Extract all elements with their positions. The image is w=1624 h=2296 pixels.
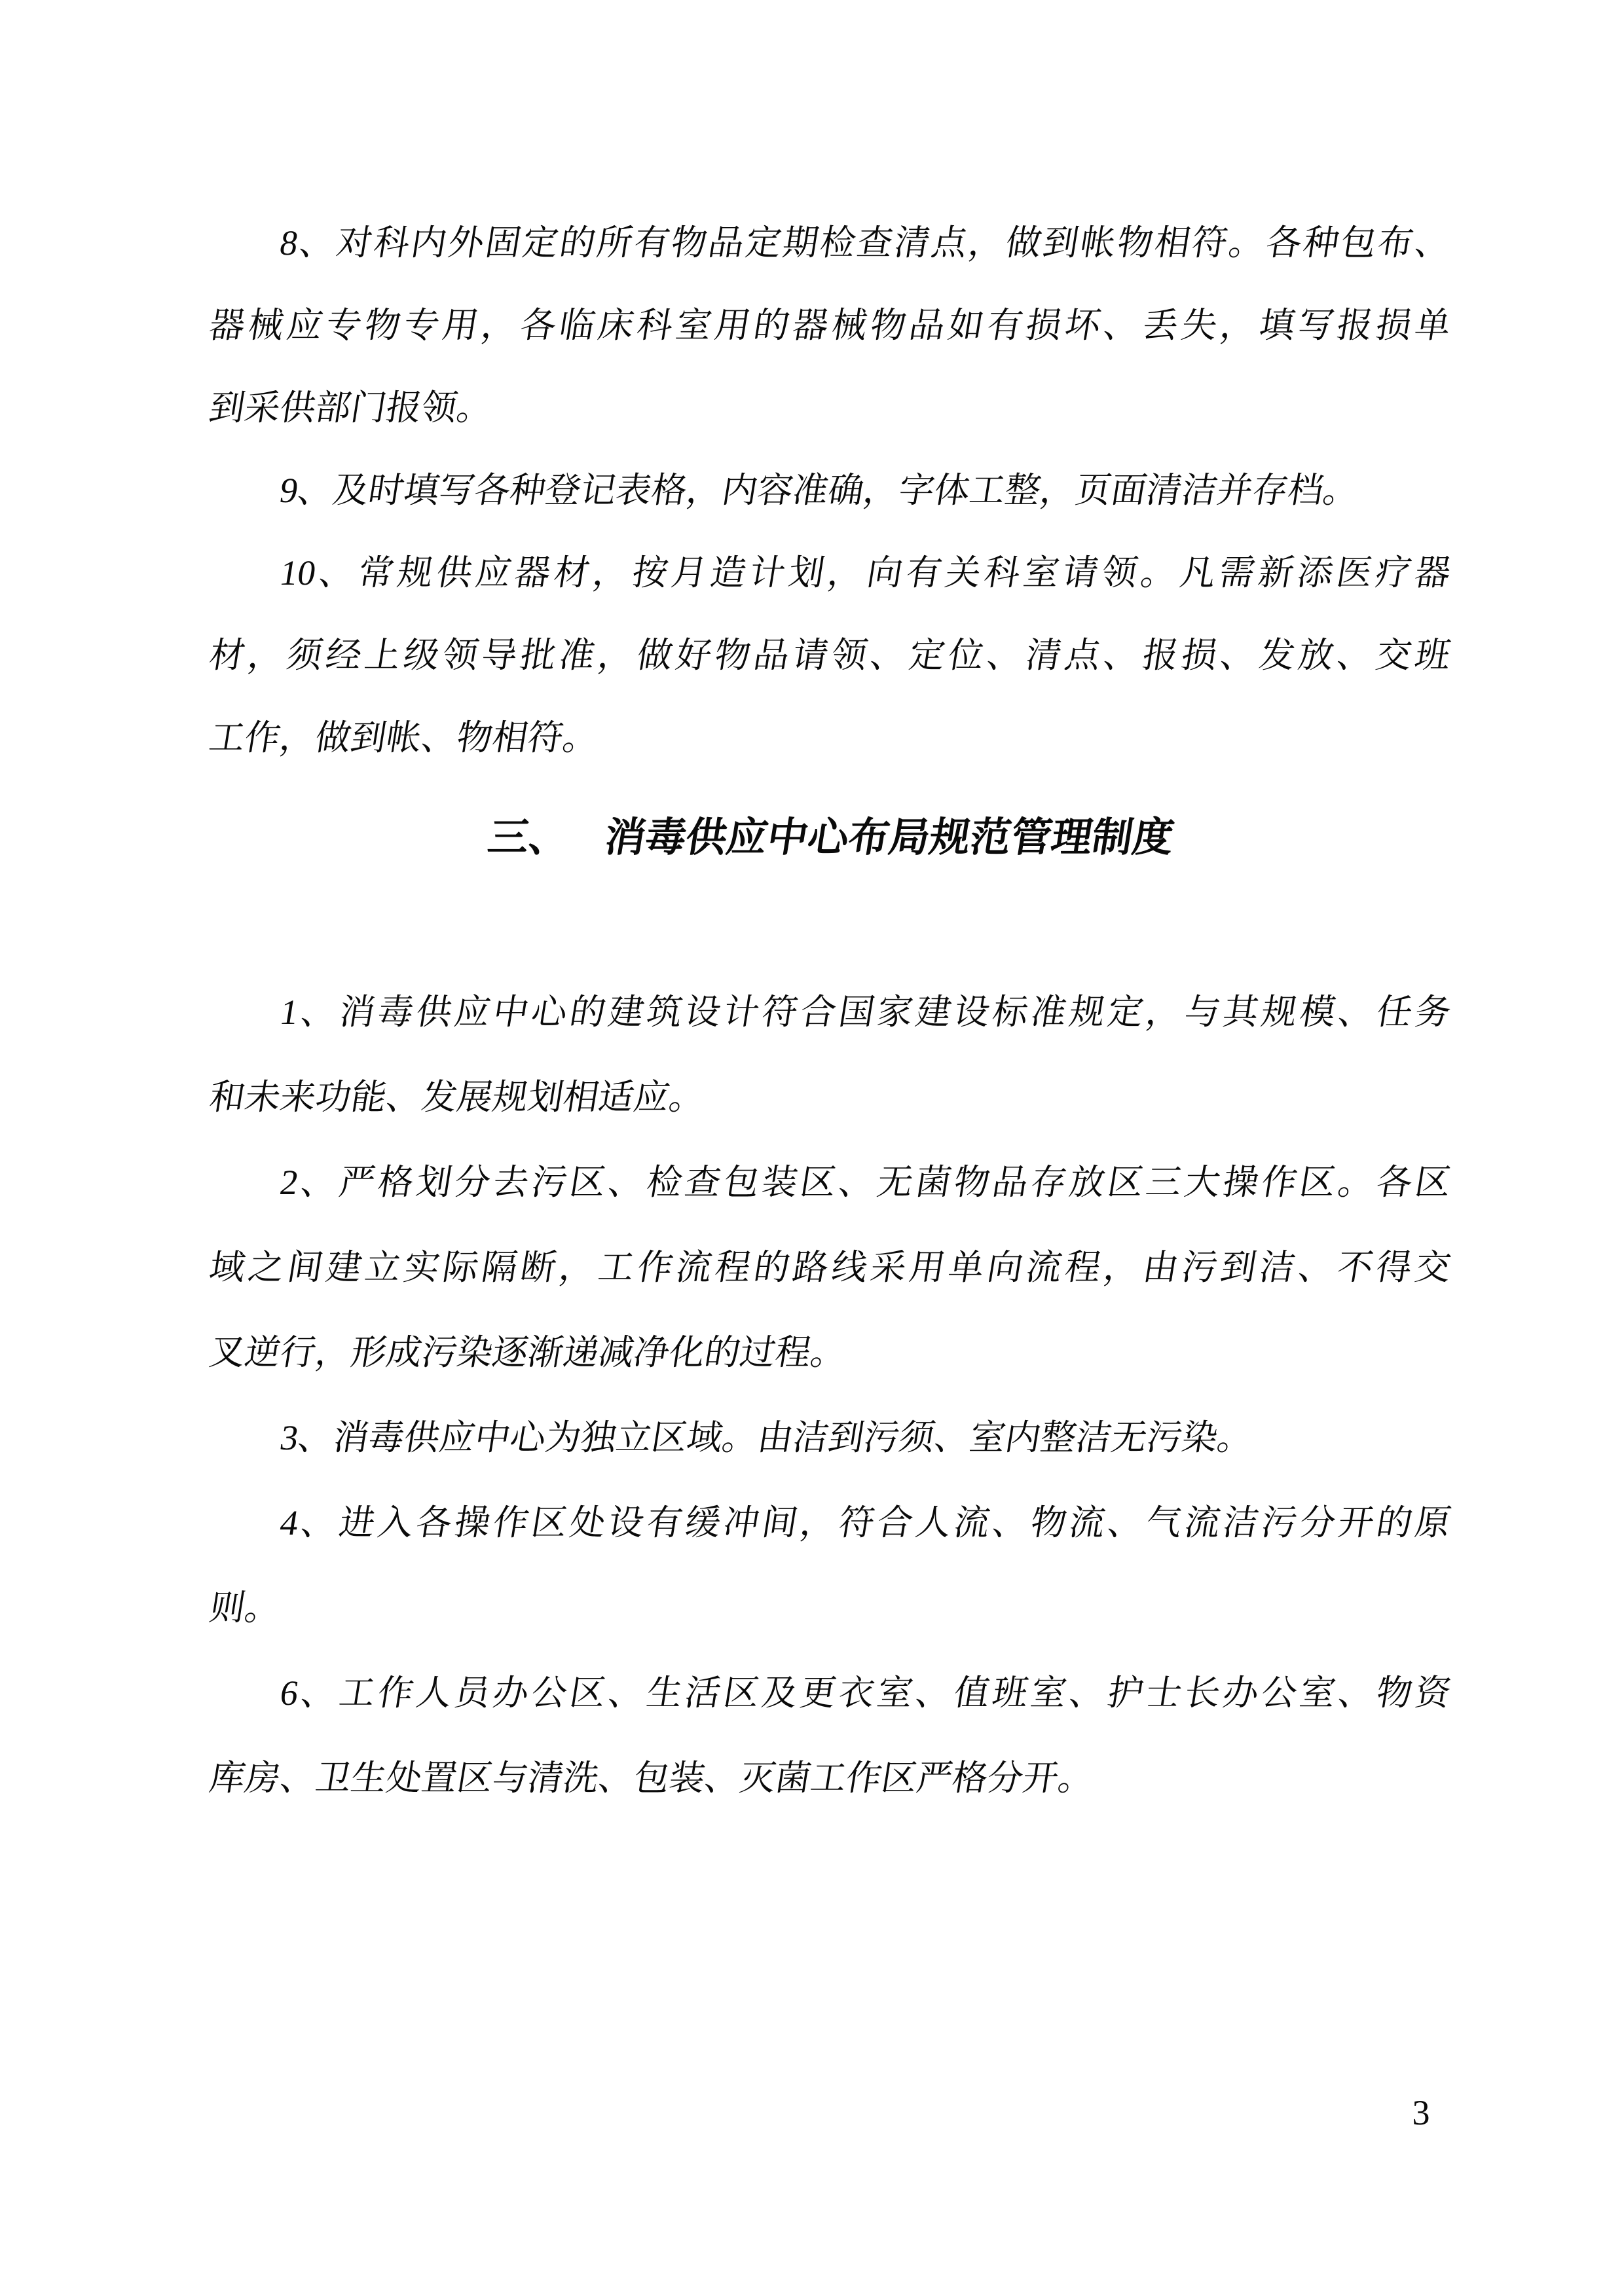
- paragraph-line: 2、严格划分去污区、检查包装区、无菌物品存放区三大操作区。各区: [277, 1163, 1454, 1202]
- paragraph-line: 到采供部门报领。: [206, 388, 496, 428]
- paragraph-line: 8、对科内外固定的所有物品定期检查清点，做到帐物相符。各种包布、: [277, 223, 1454, 263]
- paragraph-line: 10、常规供应器材，按月造计划，向有关科室请领。凡需新添医疗器: [277, 553, 1454, 592]
- paragraph-line: 工作，做到帐、物相符。: [206, 718, 602, 757]
- paragraph-line: 域之间建立实际隔断，工作流程的路线采用单向流程，由污到洁、不得交: [206, 1248, 1454, 1287]
- heading-title: 消毒供应中心布局规范管理制度: [601, 816, 1177, 860]
- paragraph-line: 1、消毒供应中心的建筑设计符合国家建设标准规定，与其规模、任务: [277, 993, 1454, 1032]
- paragraph-line: 和未来功能、发展规划相适应。: [206, 1078, 709, 1117]
- paragraph-line: 6、工作人员办公区、生活区及更衣室、值班室、护士长办公室、物资: [277, 1673, 1454, 1713]
- section-heading: [203, 789, 1444, 887]
- paragraph-line: 材，须经上级领导批准，做好物品请领、定位、清点、报损、发放、交班: [206, 636, 1454, 675]
- paragraph-line: 库房、卫生处置区与清洗、包装、灭菌工作区严格分开。: [206, 1758, 1098, 1798]
- section-heading-text: [481, 789, 1181, 887]
- heading-number: 三、: [485, 816, 574, 860]
- page-content: [203, 202, 1454, 1821]
- paragraph-line: 3、消毒供应中心为独立区域。由洁到污须、室内整洁无污染。: [277, 1418, 1257, 1457]
- page-number: 3: [1412, 2093, 1430, 2132]
- paragraph-line: 4、进入各操作区处设有缓冲间，符合人流、物流、气流洁污分开的原: [277, 1503, 1454, 1542]
- paragraph-line: 器械应专物专用，各临床科室用的器械物品如有损坏、丢失，填写报损单: [206, 306, 1454, 345]
- paragraph-line: 则。: [206, 1588, 284, 1628]
- paragraph-line: 9、及时填写各种登记表格，内容准确，字体工整，页面清洁并存档。: [277, 471, 1362, 510]
- paragraph-line: 叉逆行，形成污染逐渐递减净化的过程。: [206, 1333, 850, 1372]
